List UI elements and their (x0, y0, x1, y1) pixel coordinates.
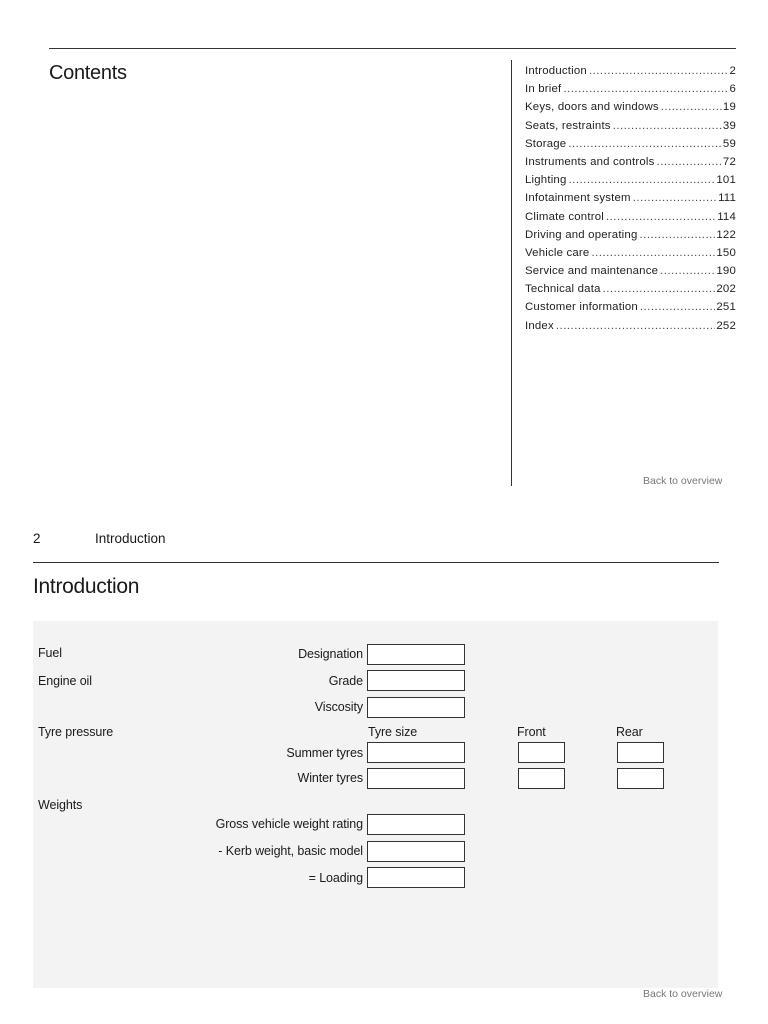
back-to-overview-link[interactable]: Back to overview (643, 988, 723, 1000)
toc-page-number: 114 (717, 210, 736, 223)
vehicle-data-form (33, 621, 718, 988)
kerb-weight-field[interactable] (367, 841, 465, 862)
toc-page-number: 2 (729, 65, 736, 77)
table-of-contents (525, 65, 736, 338)
page-number: 2 (33, 531, 41, 546)
toc-label: Keys, doors and windows (525, 101, 659, 114)
toc-leader (556, 320, 716, 332)
viscosity-label: Viscosity (314, 700, 363, 714)
back-to-overview-link[interactable]: Back to overview (643, 475, 723, 487)
toc-label: Instruments and controls (525, 155, 655, 168)
toc-label: Customer information (525, 301, 638, 314)
toc-leader (603, 283, 716, 295)
page1-column-divider (511, 60, 512, 486)
gvwr-label: Gross vehicle weight rating (215, 817, 363, 831)
contents-title: Contents (49, 62, 127, 84)
toc-label: Service and maintenance (525, 265, 659, 278)
toc-page-number: 19 (722, 101, 736, 114)
toc-page-number: 111 (718, 192, 736, 205)
viscosity-field[interactable] (367, 697, 465, 718)
toc-label: Index (525, 319, 554, 332)
toc-label: Seats, restraints (525, 119, 611, 132)
toc-item[interactable] (525, 83, 736, 101)
toc-leader (660, 265, 715, 277)
toc-leader (568, 138, 722, 150)
toc-leader (606, 211, 716, 223)
toc-leader (633, 192, 717, 204)
toc-leader (569, 174, 716, 186)
winter-tyre-size-field[interactable] (367, 768, 465, 789)
toc-page-number: 122 (716, 228, 736, 241)
rear-header: Rear (616, 725, 643, 739)
toc-label: Lighting (525, 174, 567, 187)
loading-field[interactable] (367, 867, 465, 888)
toc-label: In brief (525, 83, 562, 96)
toc-page-number: 202 (716, 283, 736, 296)
toc-leader (661, 101, 722, 113)
toc-item[interactable] (525, 65, 736, 83)
grade-field[interactable] (367, 670, 465, 691)
running-head: Introduction (95, 531, 166, 546)
toc-item[interactable] (525, 320, 736, 338)
engine-oil-label: Engine oil (38, 674, 92, 688)
toc-item[interactable] (525, 192, 736, 210)
toc-item[interactable] (525, 138, 736, 156)
toc-page-number: 6 (729, 83, 736, 96)
toc-label: Infotainment system (525, 192, 631, 205)
tyre-size-header: Tyre size (368, 725, 418, 739)
toc-page-number: 39 (722, 119, 736, 132)
toc-item[interactable] (525, 283, 736, 301)
toc-item[interactable] (525, 120, 736, 138)
summer-tyres-label: Summer tyres (286, 746, 363, 760)
kerb-weight-label: - Kerb weight, basic model (218, 844, 363, 858)
winter-rear-pressure-field[interactable] (617, 768, 664, 789)
toc-page-number: 190 (716, 265, 736, 278)
front-header: Front (517, 725, 546, 739)
toc-page-number: 59 (722, 137, 736, 150)
toc-leader (639, 229, 715, 241)
grade-label: Grade (328, 674, 363, 688)
toc-item[interactable] (525, 247, 736, 265)
toc-leader (613, 120, 722, 132)
toc-label: Introduction (525, 65, 587, 77)
winter-tyres-label: Winter tyres (297, 771, 363, 785)
toc-item[interactable] (525, 174, 736, 192)
gvwr-field[interactable] (367, 814, 465, 835)
page2-header-rule (33, 562, 719, 563)
toc-label: Climate control (525, 210, 604, 223)
toc-item[interactable] (525, 301, 736, 319)
toc-label: Driving and operating (525, 228, 638, 241)
toc-item[interactable] (525, 156, 736, 174)
toc-page-number: 252 (716, 319, 736, 332)
introduction-title: Introduction (33, 575, 140, 598)
toc-page-number: 72 (722, 155, 736, 168)
toc-item[interactable] (525, 265, 736, 283)
toc-page-number: 150 (716, 246, 736, 259)
toc-item[interactable] (525, 101, 736, 119)
designation-field[interactable] (367, 644, 465, 665)
toc-item[interactable] (525, 229, 736, 247)
toc-page-number: 251 (716, 301, 736, 314)
toc-leader (563, 83, 728, 95)
toc-item[interactable] (525, 211, 736, 229)
toc-leader (657, 156, 722, 168)
toc-leader (591, 247, 715, 259)
summer-rear-pressure-field[interactable] (617, 742, 664, 763)
toc-label: Storage (525, 137, 567, 150)
designation-label: Designation (298, 647, 363, 661)
winter-front-pressure-field[interactable] (518, 768, 565, 789)
toc-label: Vehicle care (525, 246, 590, 259)
summer-front-pressure-field[interactable] (518, 742, 565, 763)
fuel-label: Fuel (38, 646, 62, 660)
toc-leader (589, 65, 729, 77)
summer-tyre-size-field[interactable] (367, 742, 465, 763)
toc-label: Technical data (525, 283, 601, 296)
weights-label: Weights (38, 798, 83, 812)
loading-label: = Loading (308, 871, 363, 885)
toc-page-number: 101 (716, 174, 736, 187)
tyre-pressure-label: Tyre pressure (38, 725, 114, 739)
page1-top-rule (49, 48, 736, 49)
toc-leader (640, 301, 716, 313)
